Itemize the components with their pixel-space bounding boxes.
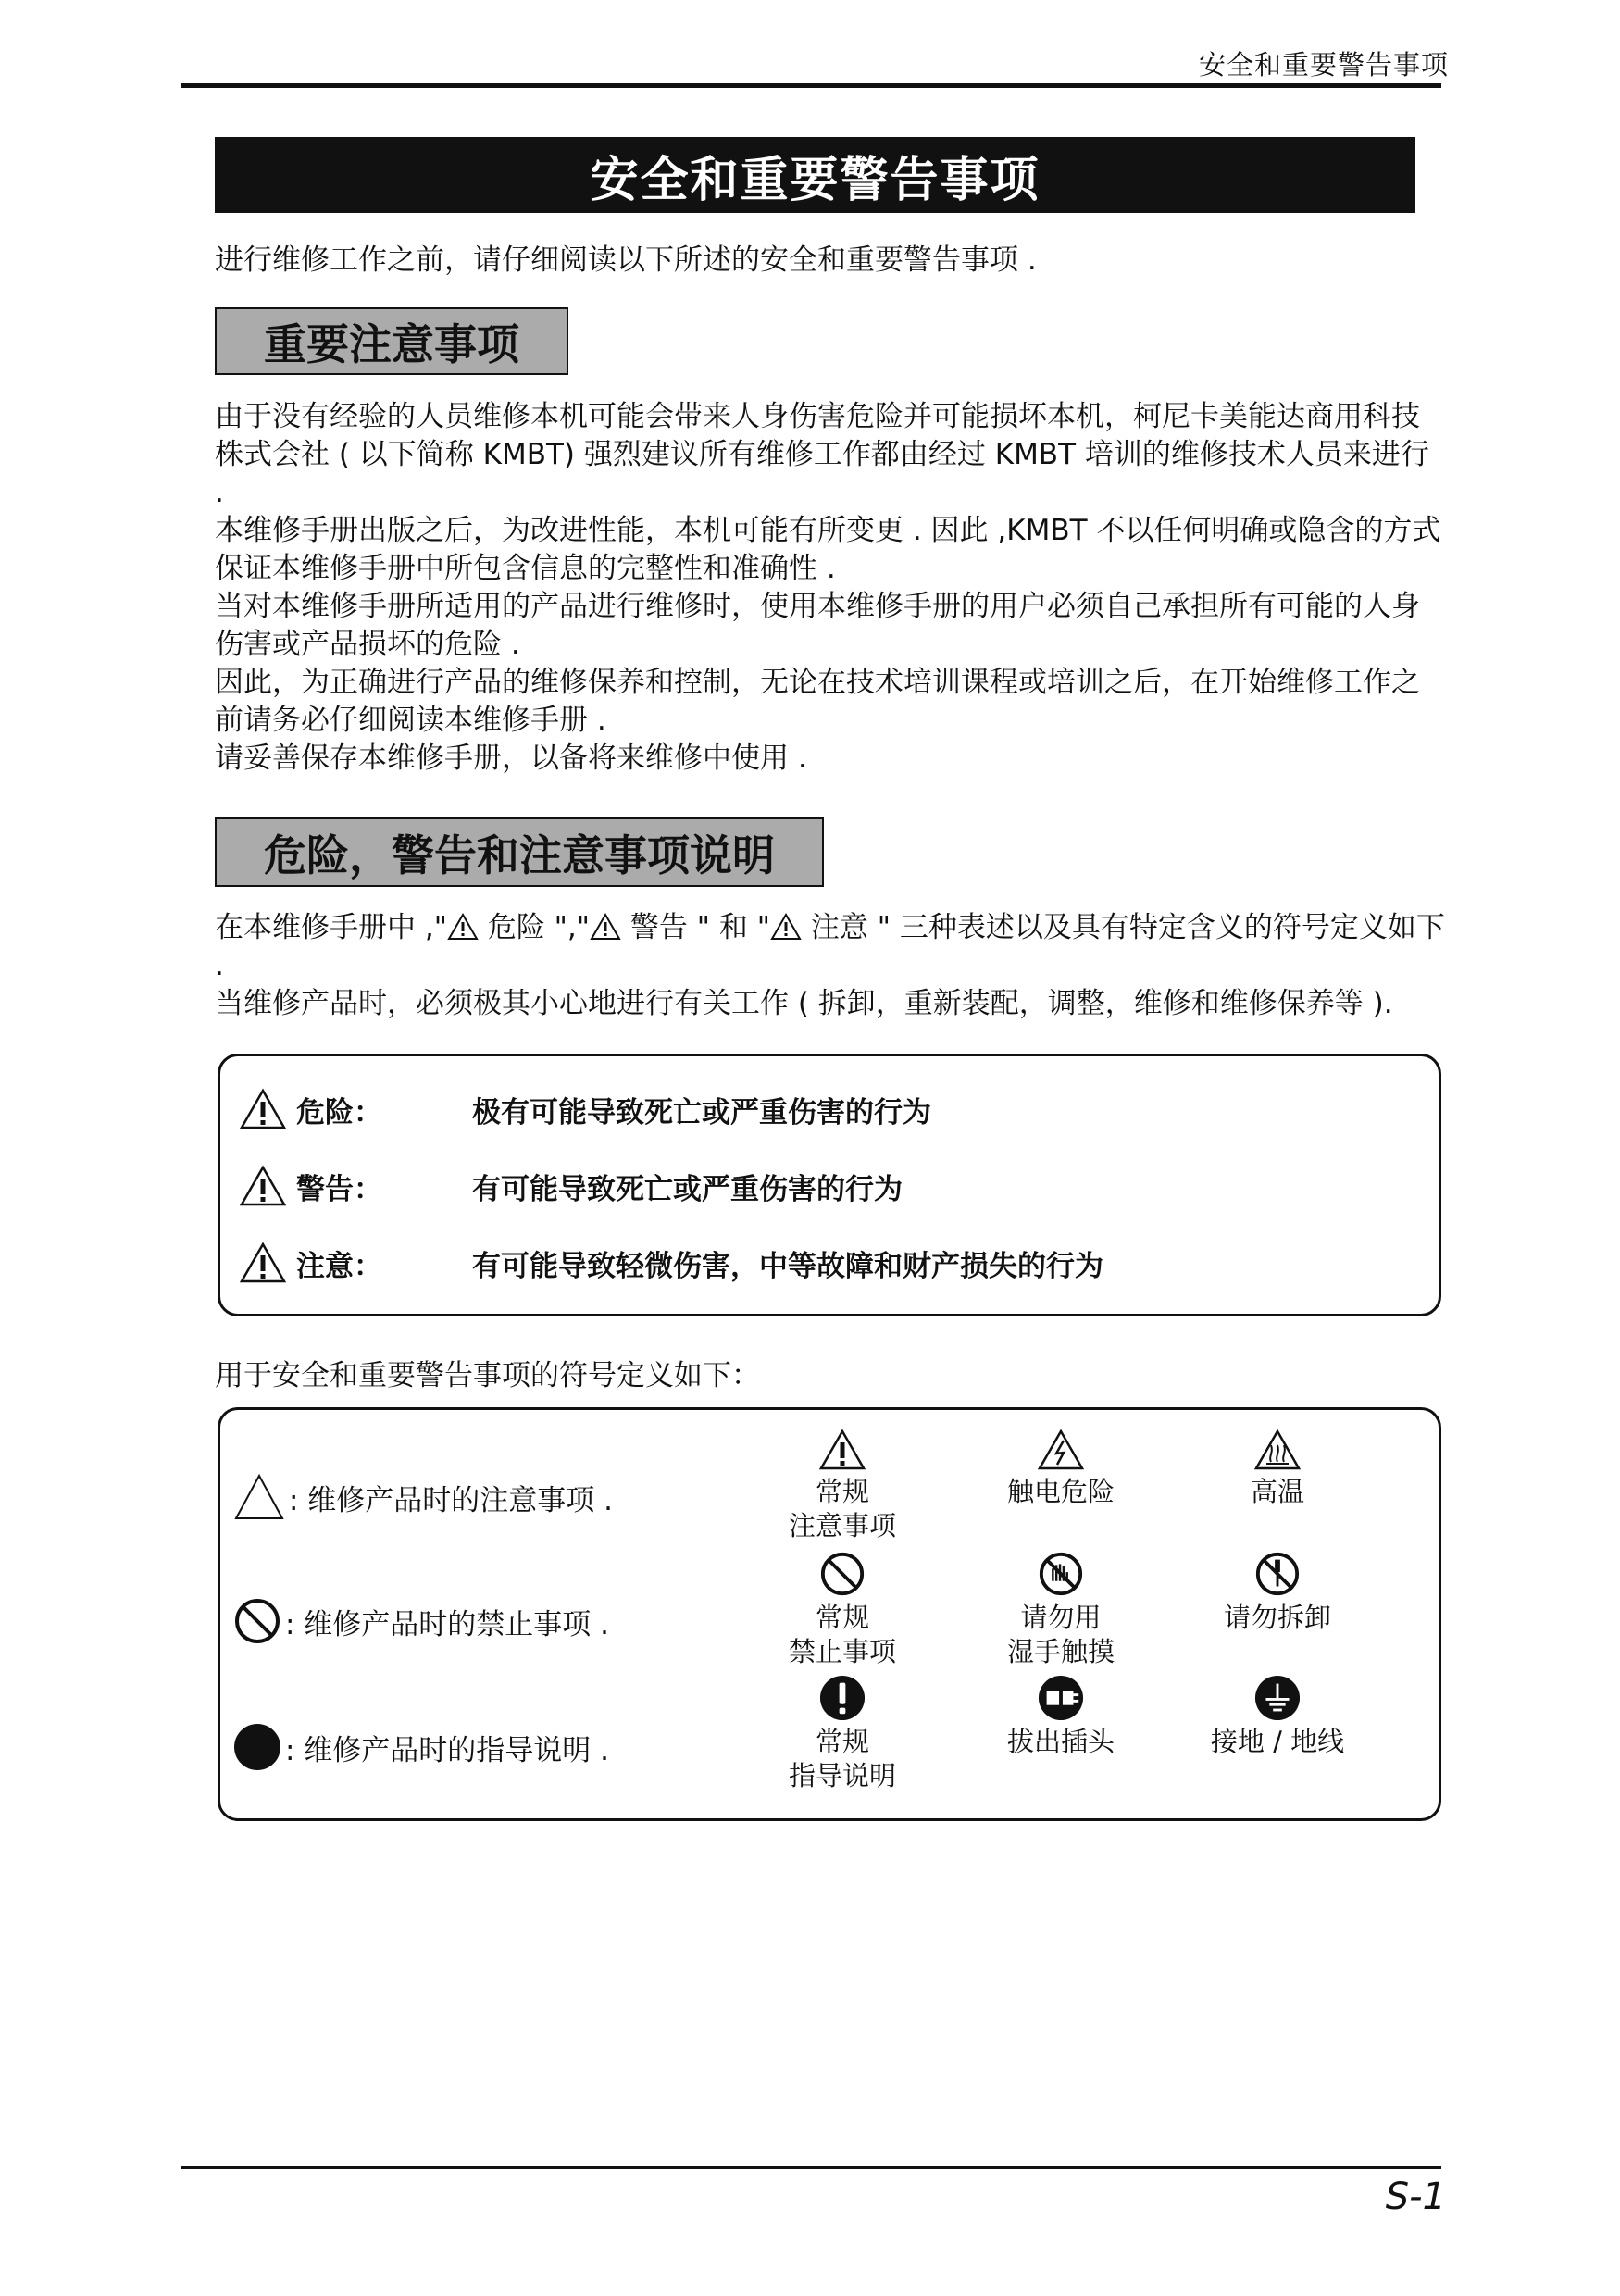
- symbol-label: 常规 指导说明: [788, 1726, 896, 1791]
- section-heading-warnings: 危险，警告和注意事项说明: [215, 817, 824, 887]
- level-desc: 极有可能导致死亡或严重伤害的行为: [472, 1095, 931, 1129]
- symbol-ground: [1185, 1675, 1370, 1759]
- definition-prohibit: [233, 1597, 609, 1645]
- symbol-general-caution: [750, 1429, 935, 1543]
- paragraph: 本维修手册出版之后，为改进性能，本机可能有所变更 . 因此 ,KMBT 不以任何明确或隐含的方式保证本维修手册中所包含信息的完整性和准确性 .: [215, 514, 1441, 585]
- no-wet-hands-icon: [1038, 1551, 1084, 1597]
- triangle-icon: [233, 1473, 285, 1521]
- electric-shock-icon: [1037, 1429, 1085, 1471]
- symbols-intro: 用于安全和重要警告事项的符号定义如下：: [215, 1359, 760, 1392]
- level-caution: [239, 1242, 1103, 1284]
- symbol-no-disassemble: [1185, 1551, 1370, 1635]
- prohibition-icon: [819, 1551, 866, 1597]
- level-label: 注意：: [296, 1249, 382, 1283]
- page-title: 安全和重要警告事项: [215, 137, 1415, 213]
- intro-text: 进行维修工作之前，请仔细阅读以下所述的安全和重要警告事项 .: [215, 243, 1037, 277]
- running-header: 安全和重要警告事项: [1198, 49, 1449, 81]
- hazard-levels-box: [218, 1054, 1441, 1316]
- paragraph: 因此，为正确进行产品的维修保养和控制，无论在技术培训课程或培训之后，在开始维修工作之前请务必仔细阅读本维修手册 .: [215, 666, 1420, 737]
- caution-triangle-icon: [770, 913, 802, 941]
- symbol-label: 拔出插头: [1006, 1726, 1115, 1757]
- paragraph: 当对本维修手册所适用的产品进行维修时，使用本维修手册的用户必须自己承担所有可能的人身伤害或产品损坏的危险 .: [215, 590, 1420, 661]
- symbol-label: 请勿拆卸: [1223, 1602, 1331, 1633]
- symbol-electric-shock: [968, 1429, 1153, 1509]
- level-desc: 有可能导致死亡或严重伤害的行为: [472, 1172, 903, 1206]
- level-label: 危险：: [296, 1095, 382, 1129]
- symbol-general-instruction: [750, 1675, 935, 1793]
- caution-triangle-icon: [239, 1165, 287, 1207]
- symbol-no-wet-hands: [968, 1551, 1153, 1669]
- symbol-label: 高温: [1250, 1476, 1304, 1507]
- level-danger: [239, 1088, 931, 1130]
- symbol-label: 常规 禁止事项: [788, 1602, 896, 1667]
- high-temperature-icon: [1253, 1429, 1302, 1471]
- caution-triangle-icon: [239, 1088, 287, 1130]
- symbol-label: 接地 / 地线: [1210, 1726, 1345, 1757]
- level-warning: [239, 1165, 903, 1207]
- no-disassemble-icon: [1254, 1551, 1301, 1597]
- section-important-body: [215, 398, 1446, 778]
- exclamation-circle-icon: [819, 1675, 866, 1721]
- caution-triangle-icon: [447, 913, 479, 941]
- caution-triangle-icon: [590, 913, 621, 941]
- level-label: 警告：: [296, 1172, 382, 1206]
- intro-line-2: 当维修产品时，必须极其小心地进行有关工作 ( 拆卸，重新装配，调整，维修和维修保养等 ).: [215, 987, 1393, 1020]
- definition-text: : 维修产品时的注意事项 .: [289, 1483, 614, 1517]
- footer-rule: [181, 2166, 1441, 2169]
- definition-instruction: [233, 1723, 609, 1771]
- level-desc: 有可能导致轻微伤害，中等故障和财产损失的行为: [472, 1249, 1103, 1283]
- paragraph: 由于没有经验的人员维修本机可能会带来人身伤害危险并可能损坏本机，柯尼卡美能达商用科技株式会社 ( 以下简称 KMBT) 强烈建议所有维修工作都由经过 KMBT 培训的维修技术人员来进行 .: [215, 400, 1429, 509]
- symbol-unplug: [968, 1675, 1153, 1759]
- symbol-high-temp: [1185, 1429, 1370, 1509]
- definition-text: : 维修产品时的指导说明 .: [285, 1733, 610, 1767]
- symbol-label: 常规 注意事项: [788, 1476, 896, 1541]
- caution-triangle-icon: [239, 1242, 287, 1284]
- unplug-icon: [1038, 1675, 1084, 1721]
- definition-caution: [233, 1473, 613, 1521]
- header-rule: [181, 83, 1441, 88]
- prohibition-icon: [233, 1597, 281, 1645]
- section-warnings-intro: [215, 909, 1446, 1023]
- definition-text: : 维修产品时的禁止事项 .: [285, 1607, 610, 1641]
- symbol-general-prohibit: [750, 1551, 935, 1669]
- filled-circle-icon: [233, 1723, 281, 1771]
- page-number: S-1: [1385, 2176, 1446, 2218]
- symbols-box: [218, 1407, 1441, 1821]
- section-heading-important: 重要注意事项: [215, 307, 568, 375]
- symbol-label: 触电危险: [1006, 1476, 1115, 1507]
- paragraph: 请妥善保存本维修手册，以备将来维修中使用 .: [215, 742, 807, 775]
- intro-line-1: 在本维修手册中 ," 危险 "," 警告 " 和 " 注意 " 三种表述以及具有特定含义的符号定义如下 .: [215, 911, 1445, 982]
- ground-icon: [1254, 1675, 1301, 1721]
- symbol-label: 请勿用 湿手触摸: [1006, 1602, 1115, 1667]
- caution-triangle-icon: [818, 1429, 866, 1471]
